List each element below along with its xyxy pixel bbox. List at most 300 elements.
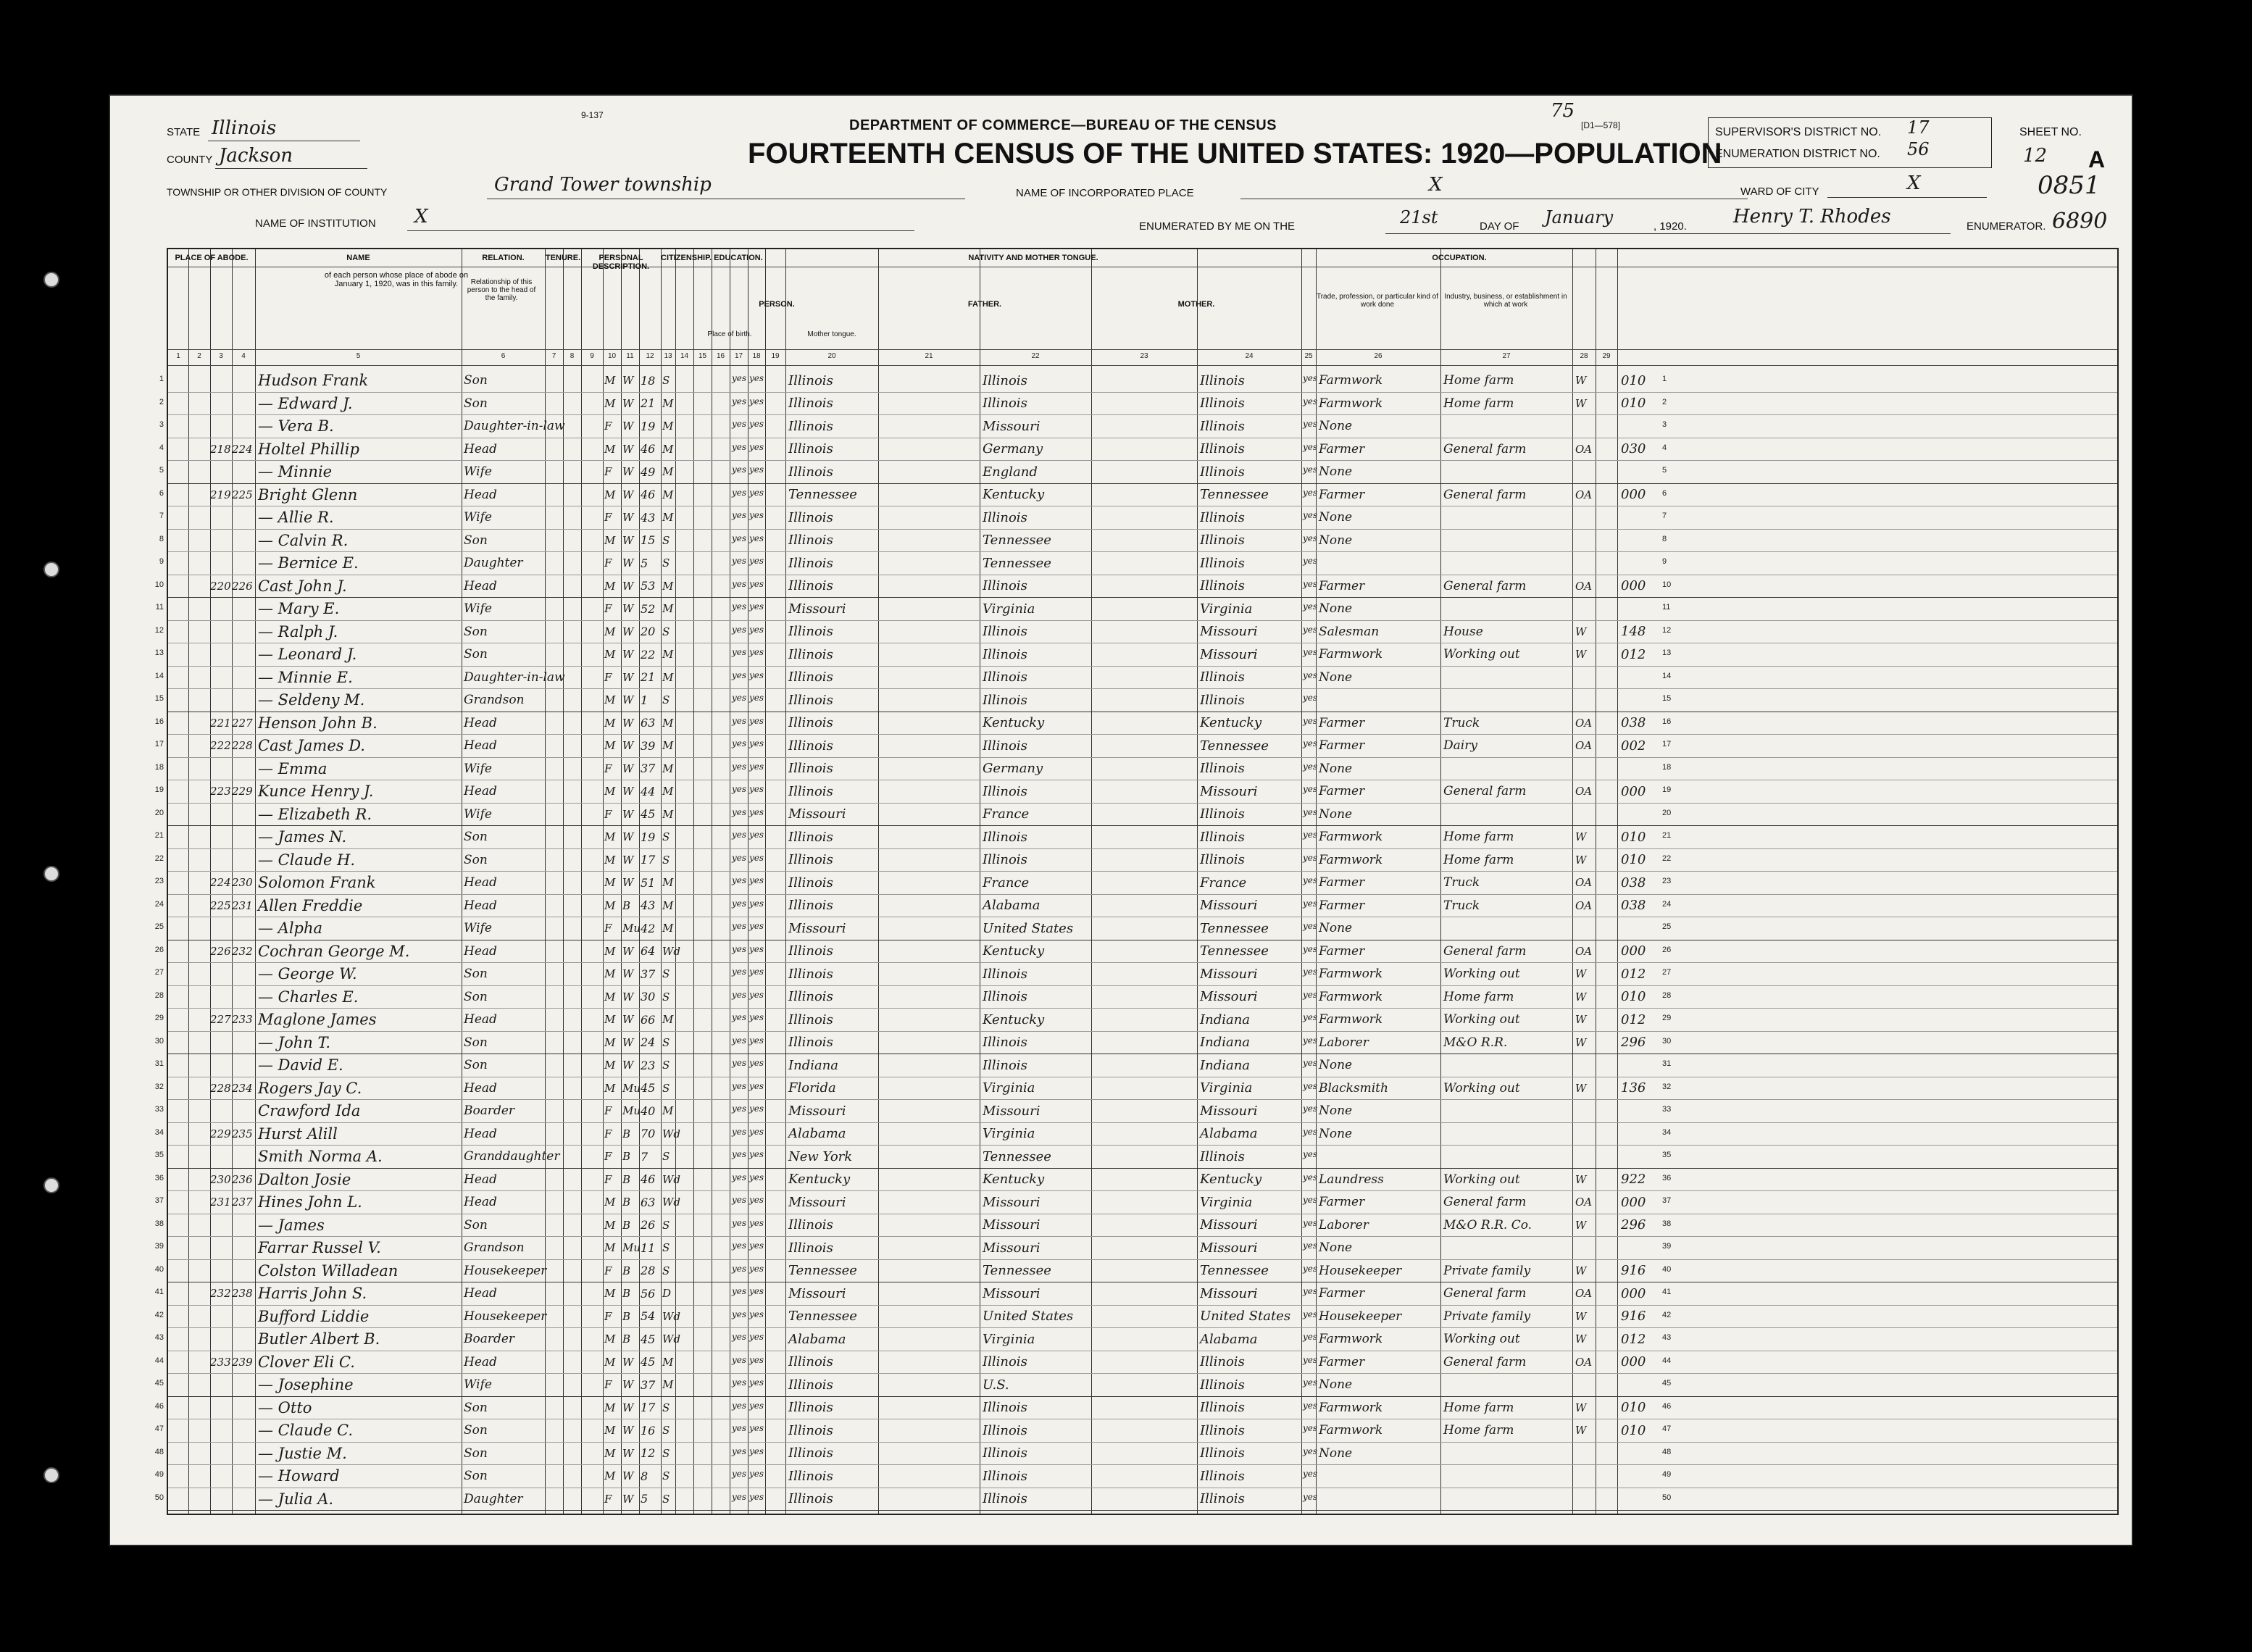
cell-occ: Farmwork <box>1319 830 1383 844</box>
row-number: 8 <box>159 534 164 543</box>
column-number: 19 <box>771 352 780 360</box>
enumeration-underline <box>1385 233 1951 234</box>
check-mark: yes <box>732 1491 747 1502</box>
cell-fpob: Alabama <box>983 898 1040 913</box>
cell-rel: Housekeeper <box>464 1309 547 1324</box>
cell-ms: S <box>662 990 670 1004</box>
cell-pob: Florida <box>788 1080 836 1096</box>
cell-ms: S <box>662 1492 670 1506</box>
column-number: 25 <box>1304 352 1313 360</box>
check-mark: yes <box>1303 1172 1318 1182</box>
check-mark: yes <box>732 578 747 589</box>
row-rule <box>168 1122 2117 1123</box>
cell-occ: Housekeeper <box>1319 1309 1402 1324</box>
cell-occ: Farmer <box>1319 487 1365 502</box>
cell-pob: Illinois <box>788 829 833 845</box>
row-rule <box>168 848 2117 849</box>
cell-ind: M&O R.R. <box>1443 1035 1508 1050</box>
cell-sex: M <box>604 1424 616 1437</box>
cell-name: — Calvin R. <box>258 531 349 549</box>
person-pob-label: Place of birth. <box>707 330 752 338</box>
check-mark: yes <box>1303 1195 1318 1205</box>
column-number: 15 <box>698 352 707 360</box>
row-number-right: 3 <box>1662 420 1667 429</box>
row-number: 1 <box>159 375 164 383</box>
cell-cls: OA <box>1575 716 1593 730</box>
cell-fam: 233 <box>232 1013 253 1026</box>
row-rule <box>168 688 2117 689</box>
check-mark: yes <box>749 989 764 1000</box>
check-mark: yes <box>732 715 747 726</box>
check-mark: yes <box>732 1332 747 1342</box>
cell-ind: Truck <box>1443 898 1480 913</box>
cell-code: 000 <box>1621 1194 1646 1210</box>
cell-name: Allen Freddie <box>258 896 363 914</box>
cell-name: — Elizabeth R. <box>258 805 372 823</box>
cell-ms: S <box>662 1469 670 1482</box>
cell-fpob: Illinois <box>983 1400 1027 1415</box>
cell-name: — Minnie E. <box>258 668 353 686</box>
cell-age: 63 <box>641 1195 656 1209</box>
cell-rel: Head <box>464 1195 497 1209</box>
cell-race: B <box>622 1127 631 1140</box>
row-number-right: 34 <box>1662 1127 1672 1137</box>
corner-number: 6890 <box>2052 209 2108 234</box>
cell-sex: M <box>604 1013 616 1026</box>
cell-dw: 225 <box>210 898 231 912</box>
cell-mpob: Illinois <box>1200 761 1245 776</box>
check-mark: yes <box>1303 1354 1318 1365</box>
cell-rel: Head <box>464 578 497 593</box>
column-number: 28 <box>1580 352 1588 360</box>
cell-fpob: Illinois <box>983 396 1027 411</box>
row-number-right: 26 <box>1662 945 1672 954</box>
check-mark: yes <box>749 1332 764 1342</box>
cell-race: B <box>622 1332 631 1346</box>
cell-race: B <box>622 1309 631 1323</box>
column-group-label: EDUCATION. <box>714 254 763 262</box>
row-number-right: 48 <box>1662 1447 1672 1456</box>
cell-pob: Missouri <box>788 920 846 936</box>
cell-ms: Wd <box>662 1196 681 1209</box>
check-mark: yes <box>1303 852 1318 863</box>
cell-fpob: Illinois <box>983 783 1027 799</box>
cell-sex: F <box>604 1150 612 1163</box>
cell-rel: Head <box>464 738 497 753</box>
column-rule <box>1617 249 1618 1514</box>
cell-mpob: Missouri <box>1200 624 1258 639</box>
check-mark: yes <box>749 1446 764 1456</box>
cell-sex: F <box>604 670 612 684</box>
cell-occ: Farmer <box>1319 738 1365 753</box>
cell-occ: Farmwork <box>1319 1400 1383 1415</box>
column-number: 21 <box>925 352 933 360</box>
cell-fpob: Illinois <box>983 1057 1027 1073</box>
cell-mpob: United States <box>1200 1309 1291 1324</box>
cell-ms: M <box>662 579 674 593</box>
cell-race: B <box>622 1287 631 1300</box>
cell-ms: Wd <box>662 1127 681 1140</box>
department-title: DEPARTMENT OF COMMERCE—BUREAU OF THE CENSUS <box>849 117 1277 133</box>
cell-dw: 218 <box>210 442 231 456</box>
cell-race: Mu <box>622 1104 641 1117</box>
cell-ms: M <box>662 396 674 410</box>
cell-race: W <box>622 556 634 570</box>
row-number-right: 11 <box>1662 603 1671 612</box>
cell-occ: Laborer <box>1319 1217 1369 1232</box>
check-mark: yes <box>1303 669 1318 680</box>
check-mark: yes <box>732 1309 747 1319</box>
cell-race: W <box>622 967 634 980</box>
cell-code: 136 <box>1621 1080 1646 1096</box>
cell-fpob: Germany <box>983 441 1043 456</box>
cell-code: 010 <box>1621 852 1646 867</box>
column-number: 27 <box>1502 352 1511 360</box>
cell-mpob: Tennessee <box>1200 920 1269 936</box>
cell-occ: Farmwork <box>1319 373 1383 388</box>
row-number-right: 16 <box>1662 717 1672 726</box>
cell-pob: Illinois <box>788 1400 833 1415</box>
cell-ind: Working out <box>1443 1172 1520 1187</box>
row-rule <box>168 1145 2117 1146</box>
column-group-label: NAME <box>346 254 370 262</box>
cell-name: — Julia A. <box>258 1490 334 1508</box>
row-number-right: 44 <box>1662 1356 1672 1365</box>
cell-rel: Daughter-in-law <box>464 419 565 433</box>
cell-code: 010 <box>1621 1422 1646 1438</box>
ed-label: ENUMERATION DISTRICT NO. <box>1715 148 1880 160</box>
sheet-letter: A <box>2088 146 2106 172</box>
cell-dw: 231 <box>210 1196 231 1209</box>
row-number: 13 <box>154 648 164 657</box>
cell-ind: Home farm <box>1443 830 1514 844</box>
row-number: 34 <box>154 1127 164 1137</box>
check-mark: yes <box>749 1058 764 1068</box>
cell-cls: OA <box>1575 1287 1593 1300</box>
cell-fpob: Kentucky <box>983 943 1045 959</box>
column-rule <box>621 249 622 1514</box>
row-number-right: 22 <box>1662 854 1672 863</box>
cell-ms: M <box>662 1013 674 1026</box>
cell-race: W <box>622 693 634 706</box>
ward-underline <box>1827 197 1987 198</box>
check-mark: yes <box>1303 830 1318 840</box>
cell-pob: Illinois <box>788 1468 833 1484</box>
column-rule <box>693 249 694 1514</box>
cell-cls: W <box>1575 1309 1587 1323</box>
cell-sex: M <box>604 876 616 889</box>
cell-ms: S <box>662 1218 670 1232</box>
cell-race: W <box>622 807 634 821</box>
punch-hole <box>43 866 59 882</box>
cell-race: W <box>622 396 634 410</box>
cell-race: Mu <box>622 922 641 935</box>
check-mark: yes <box>749 1217 764 1228</box>
column-number: 17 <box>734 352 743 360</box>
cell-age: 70 <box>641 1127 656 1140</box>
cell-cls: W <box>1575 1424 1587 1437</box>
cell-dw: 230 <box>210 1172 231 1186</box>
row-number: 11 <box>155 603 164 612</box>
township-label: TOWNSHIP OR OTHER DIVISION OF COUNTY <box>167 186 388 198</box>
check-mark: yes <box>1303 1149 1318 1159</box>
check-mark: yes <box>749 1400 764 1411</box>
cell-mpob: Indiana <box>1200 1011 1251 1027</box>
sheet-label: SHEET NO. <box>2019 126 2082 138</box>
cell-fpob: Virginia <box>983 1126 1035 1141</box>
check-mark: yes <box>749 1423 764 1433</box>
row-rule <box>168 1327 2117 1328</box>
row-number-right: 35 <box>1662 1151 1672 1159</box>
row-number: 19 <box>154 785 164 794</box>
cell-ind: Private family <box>1443 1263 1531 1278</box>
cell-cls: W <box>1575 990 1587 1004</box>
column-number: 12 <box>646 352 654 360</box>
cell-name: — John T. <box>258 1033 331 1051</box>
check-mark: yes <box>1303 1058 1318 1068</box>
cell-age: 37 <box>641 1377 656 1392</box>
cell-fpob: Tennessee <box>983 1263 1051 1278</box>
cell-pob: Illinois <box>788 1446 833 1461</box>
cell-mpob: Missouri <box>1200 1103 1258 1119</box>
cell-pob: Kentucky <box>788 1172 851 1187</box>
cell-ms: S <box>662 1446 670 1460</box>
cell-mpob: Illinois <box>1200 1377 1245 1393</box>
row-number: 50 <box>154 1493 164 1502</box>
row-number-right: 38 <box>1662 1219 1672 1228</box>
cell-ms: S <box>662 1401 670 1414</box>
cell-name: Holtel Phillip <box>258 440 359 458</box>
check-mark: yes <box>1303 1469 1318 1479</box>
row-number: 25 <box>154 922 164 931</box>
cell-age: 46 <box>641 442 656 456</box>
cell-occ: None <box>1319 533 1353 548</box>
cell-occ: None <box>1319 1446 1353 1461</box>
cell-code: 038 <box>1621 715 1646 730</box>
cell-sex: M <box>604 716 616 730</box>
cell-pob: Illinois <box>788 533 833 548</box>
cell-cls: W <box>1575 853 1587 867</box>
row-number: 10 <box>154 580 164 589</box>
row-rule <box>168 1008 2117 1009</box>
check-mark: yes <box>732 989 747 1000</box>
cell-sex: F <box>604 1172 612 1186</box>
cell-pob: Illinois <box>788 418 833 434</box>
cell-ms: Wd <box>662 1332 681 1346</box>
cell-ms: S <box>662 967 670 980</box>
check-mark: yes <box>1303 1309 1318 1319</box>
row-number-right: 14 <box>1662 671 1672 680</box>
cell-age: 24 <box>641 1035 656 1049</box>
cell-name: — Howard <box>258 1467 340 1485</box>
row-number-right: 41 <box>1662 1288 1672 1296</box>
cell-race: W <box>622 1013 634 1026</box>
cell-occ: Farmer <box>1319 578 1365 593</box>
cell-cls: W <box>1575 1264 1587 1277</box>
cell-race: W <box>622 1469 634 1482</box>
cell-age: 43 <box>641 898 656 912</box>
cell-mpob: Kentucky <box>1200 1172 1262 1187</box>
row-rule <box>168 1168 2117 1169</box>
check-mark: yes <box>749 1240 764 1251</box>
cell-race: B <box>622 1172 631 1186</box>
cell-mpob: Illinois <box>1200 396 1245 411</box>
cell-race: W <box>622 1446 634 1460</box>
row-number: 15 <box>154 694 164 703</box>
cell-pob: Illinois <box>788 715 833 730</box>
cell-fpob: Illinois <box>983 1422 1027 1438</box>
row-number-right: 2 <box>1662 397 1667 406</box>
row-number-right: 29 <box>1662 1014 1672 1022</box>
cell-ind: Home farm <box>1443 373 1514 388</box>
row-number-right: 39 <box>1662 1242 1672 1251</box>
cell-occ: None <box>1319 761 1353 776</box>
check-mark: yes <box>732 1286 747 1296</box>
row-number: 5 <box>159 466 164 475</box>
cell-sex: F <box>604 602 612 615</box>
row-number: 12 <box>154 625 164 635</box>
check-mark: yes <box>749 1309 764 1319</box>
cell-name: — Claude C. <box>258 1422 354 1439</box>
cell-fpob: Illinois <box>983 829 1027 845</box>
cell-mpob: Illinois <box>1200 1148 1245 1164</box>
cell-name: — George W. <box>258 965 357 983</box>
state-label: STATE <box>167 126 201 138</box>
header-rule <box>168 349 2117 350</box>
cell-occ: Housekeeper <box>1319 1263 1402 1278</box>
cell-rel: Son <box>464 1035 488 1050</box>
cell-fpob: Missouri <box>983 1194 1040 1210</box>
cell-name: — James N. <box>258 828 347 846</box>
cell-fpob: Missouri <box>983 1103 1040 1119</box>
row-rule <box>168 1031 2117 1032</box>
cell-ms: M <box>662 785 674 798</box>
cell-rel: Son <box>464 1058 488 1072</box>
cell-mpob: Illinois <box>1200 441 1245 456</box>
cell-mpob: Alabama <box>1200 1331 1258 1347</box>
column-group-label: RELATION. <box>482 254 525 262</box>
county-underline <box>215 168 367 169</box>
cell-dw: 233 <box>210 1355 231 1369</box>
cell-mpob: Illinois <box>1200 1468 1245 1484</box>
cell-code: 010 <box>1621 989 1646 1004</box>
check-mark: yes <box>1303 943 1318 954</box>
column-number: 23 <box>1140 352 1148 360</box>
row-number-right: 8 <box>1662 534 1667 543</box>
cell-rel: Head <box>464 441 497 456</box>
row-number: 20 <box>154 808 164 817</box>
row-number: 42 <box>154 1310 164 1319</box>
cell-ms: M <box>662 511 674 524</box>
cell-cls: W <box>1575 1081 1587 1095</box>
cell-age: 15 <box>641 533 656 547</box>
cell-race: W <box>622 579 634 593</box>
row-number: 21 <box>154 831 164 840</box>
cell-rel: Son <box>464 967 488 981</box>
row-rule <box>168 392 2117 393</box>
cell-code: 012 <box>1621 646 1646 662</box>
cell-code: 000 <box>1621 487 1646 502</box>
cell-ind: General farm <box>1443 784 1527 798</box>
check-mark: yes <box>749 898 764 909</box>
cell-ms: S <box>662 1059 670 1072</box>
column-rule <box>1440 249 1441 1514</box>
check-mark: yes <box>749 943 764 954</box>
cell-dw: 224 <box>210 876 231 889</box>
cell-name: — Seldeny M. <box>258 691 365 709</box>
row-number-right: 33 <box>1662 1105 1672 1114</box>
cell-pob: Illinois <box>788 669 833 685</box>
cell-ind: House <box>1443 624 1483 639</box>
cell-age: 21 <box>641 670 656 684</box>
cell-code: 012 <box>1621 1011 1646 1027</box>
check-mark: yes <box>749 830 764 840</box>
cell-fpob: Tennessee <box>983 1148 1051 1164</box>
cell-rel: Son <box>464 396 488 411</box>
check-mark: yes <box>749 556 764 566</box>
cell-name: Harris John S. <box>258 1285 367 1302</box>
ed-value: 56 <box>1907 139 1930 159</box>
cell-pob: Illinois <box>788 875 833 890</box>
cell-mpob: Missouri <box>1200 966 1258 982</box>
header-rule <box>168 365 2117 366</box>
cell-pob: Illinois <box>788 898 833 913</box>
cell-mpob: Illinois <box>1200 1354 1245 1369</box>
cell-fpob: Missouri <box>983 1285 1040 1301</box>
cell-race: W <box>622 785 634 798</box>
cell-fpob: Illinois <box>983 624 1027 639</box>
row-rule <box>168 1099 2117 1100</box>
cell-cls: W <box>1575 1332 1587 1346</box>
cell-dw: 226 <box>210 944 231 958</box>
cell-ms: S <box>662 556 670 570</box>
cell-code: 916 <box>1621 1309 1646 1324</box>
cell-sex: M <box>604 1469 616 1482</box>
cell-fpob: Kentucky <box>983 715 1045 730</box>
check-mark: yes <box>749 784 764 794</box>
cell-name: Kunce Henry J. <box>258 783 374 800</box>
cell-age: 46 <box>641 1172 656 1186</box>
cell-pob: Missouri <box>788 1285 846 1301</box>
cell-rel: Son <box>464 1217 488 1232</box>
cell-rel: Head <box>464 943 497 959</box>
cell-pob: Illinois <box>788 441 833 456</box>
check-mark: yes <box>1303 761 1318 772</box>
row-number: 18 <box>154 762 164 772</box>
cell-fam: 236 <box>232 1172 253 1186</box>
cell-rel: Head <box>464 784 497 798</box>
cell-pob: Illinois <box>788 372 833 388</box>
cell-name: — Allie R. <box>258 509 334 526</box>
sheet-value: 12 <box>2023 145 2048 167</box>
column-number: 5 <box>356 352 361 360</box>
column-rule <box>563 249 564 1514</box>
cell-occ: Farmwork <box>1319 1423 1383 1438</box>
column-number: 24 <box>1245 352 1254 360</box>
cell-fpob: Tennessee <box>983 555 1051 571</box>
cell-mpob: Tennessee <box>1200 943 1269 959</box>
row-rule <box>168 460 2117 461</box>
cell-age: 18 <box>641 373 656 388</box>
cell-rel: Son <box>464 1469 488 1483</box>
census-title: FOURTEENTH CENSUS OF THE UNITED STATES: 1920—POPULATION <box>748 138 1722 170</box>
cell-race: W <box>622 944 634 958</box>
cell-code: 010 <box>1621 396 1646 411</box>
check-mark: yes <box>1303 738 1318 748</box>
cell-cls: W <box>1575 648 1587 661</box>
cell-cls: OA <box>1575 898 1593 912</box>
cell-cls: OA <box>1575 876 1593 889</box>
